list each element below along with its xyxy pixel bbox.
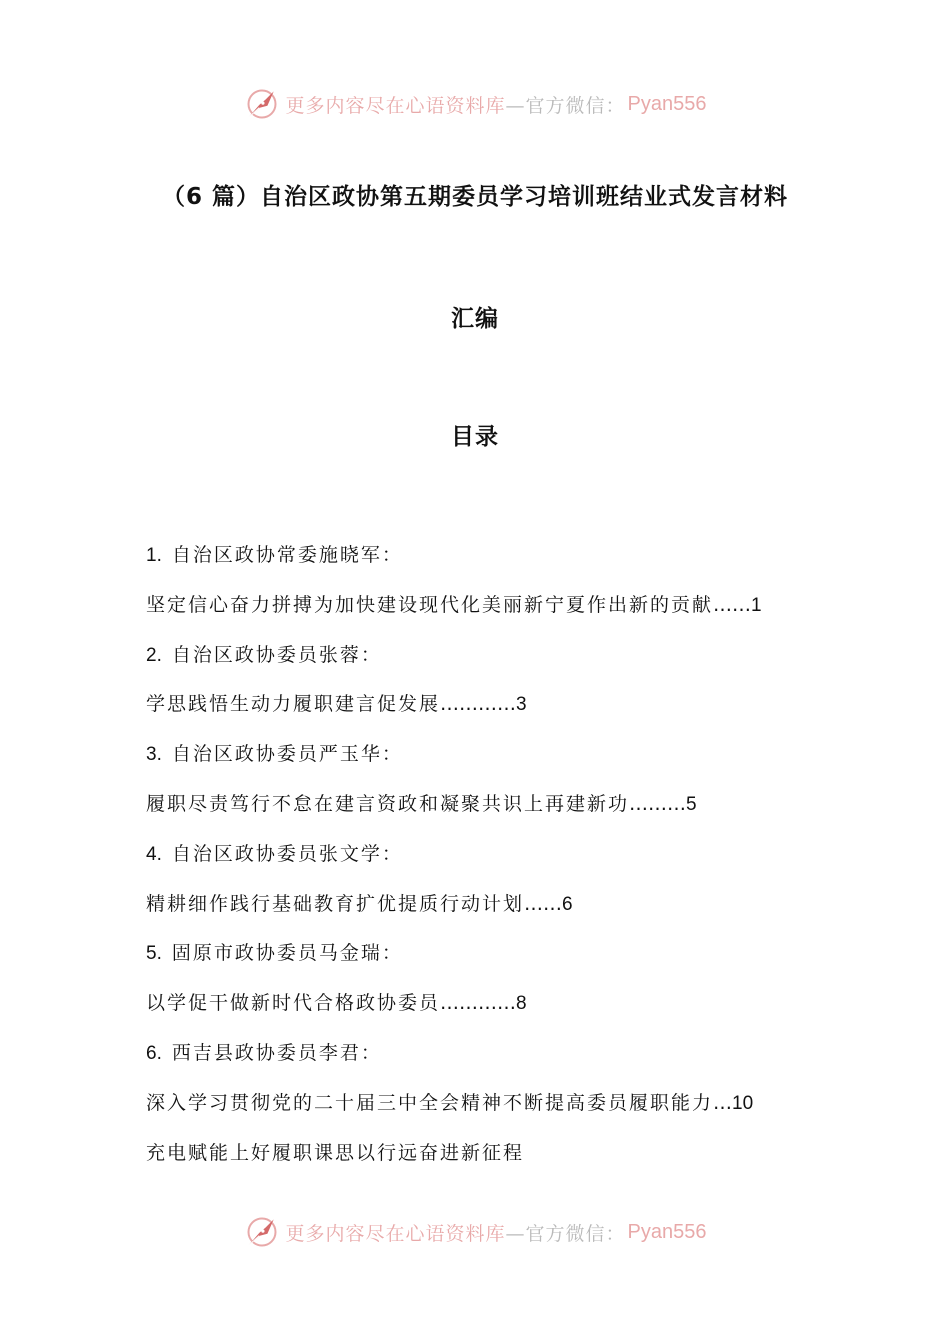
toc-speaker [146,531,826,581]
toc-page-number: 10 [732,1092,754,1114]
document-title-continued: 汇编 [451,306,499,332]
toc-entry [146,581,826,631]
toc-number: 2. [146,644,162,666]
toc-text: 深入学习贯彻党的二十届三中全会精神不断提高委员履职能力 [146,1091,714,1114]
watermark-wechat-id: Pyan556 [627,1220,707,1243]
watermark-header [0,80,950,128]
toc-text: 履职尽责笃行不怠在建言资政和凝聚共识上再建新功 [146,792,630,815]
toc-leader: …… [524,892,563,915]
watermark-separator: —官方微信： [505,94,626,117]
toc-leader: ………… [440,992,517,1015]
toc-text: 自治区政协委员严玉华： [171,743,403,766]
document-title: （6 篇）自治区政协第五期委员学习培训班结业式发言材料 [161,184,788,210]
toc-text: 以学促干做新时代合格政协委员 [146,992,441,1015]
toc-number: 6. [146,1042,162,1064]
toc-entry [146,1129,826,1179]
toc-page-number: 8 [516,993,527,1015]
toc-number: 3. [146,744,162,766]
toc-speaker [146,830,826,880]
toc-text: 自治区政协委员张蓉： [171,643,382,666]
toc-entry [146,1079,826,1129]
toc-speaker [146,929,826,979]
table-of-contents [146,531,826,1178]
toc-speaker [146,631,826,681]
watermark-text: 更多内容尽在心语资料库 [285,1222,506,1245]
toc-text: 学思践悟生动力履职建言促发展 [146,693,441,716]
toc-page-number: 6 [562,893,573,915]
toc-leader: … [713,1091,733,1114]
toc-text: 固原市政协委员马金瑞： [171,942,403,965]
toc-page-number: 3 [516,694,527,716]
toc-text: 坚定信心奋力拼搏为加快建设现代化美丽新宁夏作出新的贡献 [146,593,714,616]
toc-leader: …… [713,593,752,616]
toc-heading: 目录 [451,424,499,450]
watermark-footer [0,1208,950,1256]
toc-page-number: 5 [686,793,697,815]
toc-entry [146,880,826,930]
toc-text: 充电赋能上好履职课思以行远奋进新征程 [146,1141,525,1164]
toc-entry [146,780,826,830]
watermark-separator: —官方微信： [505,1222,626,1245]
toc-speaker [146,730,826,780]
toc-leader: ……… [629,792,687,815]
toc-entry [146,979,826,1029]
toc-entry [146,680,826,730]
toc-page-number: 1 [751,594,762,616]
toc-number: 5. [146,943,162,965]
toc-number: 4. [146,843,162,865]
toc-number: 1. [146,545,162,566]
toc-text: 精耕细作践行基础教育扩优提质行动计划 [146,892,525,915]
toc-speaker [146,1029,826,1079]
toc-text: 自治区政协委员张文学： [171,842,403,865]
toc-leader: ………… [440,693,517,716]
toc-text: 自治区政协常委施晓军： [171,544,403,566]
watermark-text: 更多内容尽在心语资料库 [285,94,506,117]
toc-text: 西吉县政协委员李君： [171,1041,382,1064]
watermark-wechat-id: Pyan556 [627,92,707,115]
pen-nib-logo-icon [244,86,280,122]
pen-nib-logo-icon [244,1214,280,1250]
